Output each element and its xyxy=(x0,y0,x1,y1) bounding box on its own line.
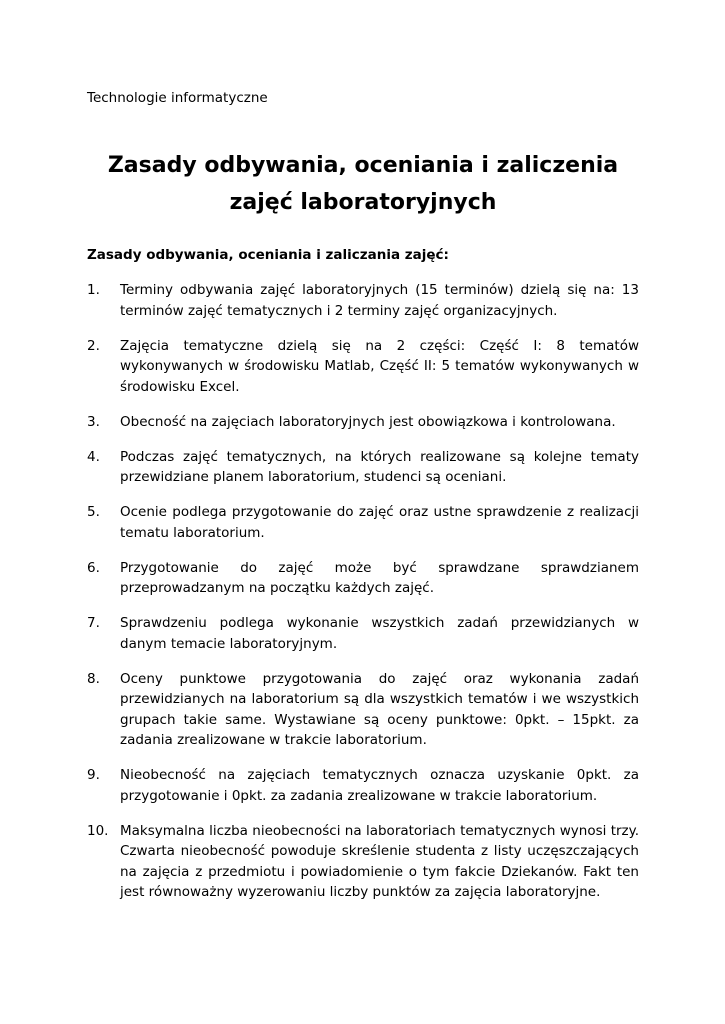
rule-item-3 xyxy=(87,412,639,433)
rule-text: Zajęcia tematyczne dzielą się na 2 części: Część I: 8 tematów wykonywanych w środowisku Matlab, Część II: 5 tematów wykonywanych w środowisku Excel. xyxy=(120,337,639,395)
rule-item-4 xyxy=(87,447,639,488)
rule-number: 2. xyxy=(87,337,100,354)
rule-text: Podczas zajęć tematycznych, na których realizowane są kolejne tematy przewidziane planem laboratorium, studenci są oceniani. xyxy=(120,448,639,485)
rule-text: Oceny punktowe przygotowania do zajęć oraz wykonania zadań przewidzianych na laboratorium są dla wszystkich tematów i we wszystkich grupach takie same. Wystawiane są oceny punktowe: 0pkt. – 15pkt. za zadania zrealizowane w trakcie laboratorium. xyxy=(120,670,639,748)
rule-text: Obecność na zajęciach laboratoryjnych jest obowiązkowa i kontrolowana. xyxy=(120,413,616,430)
rule-text: Maksymalna liczba nieobecności na laboratoriach tematycznych wynosi trzy. Czwarta nieobecność powoduje skreślenie studenta z listy uczęszczających na zajęcia z przedmiotu i powiadomienie o tym fakcie Dziekanów. Fakt ten jest równoważny wyzerowaniu liczby punktów za zajęcia laboratoryjne. xyxy=(120,822,639,900)
course-header: Technologie informatyczne xyxy=(87,90,268,106)
rule-item-8 xyxy=(87,669,639,751)
rule-item-1 xyxy=(87,280,639,321)
rule-item-9 xyxy=(87,765,639,806)
rule-text: Nieobecność na zajęciach tematycznych oznacza uzyskanie 0pkt. za przygotowanie i 0pkt. za zadania zrealizowane w trakcie laboratorium. xyxy=(120,767,639,804)
rule-number: 8. xyxy=(87,670,100,687)
rule-item-10 xyxy=(87,821,639,903)
rule-number: 5. xyxy=(87,504,100,520)
rule-text: Terminy odbywania zajęć laboratoryjnych (15 terminów) dzielą się na: 13 terminów zajęć tematycznych i 2 terminy zajęć organizacyjnych. xyxy=(120,282,639,319)
rule-text: Przygotowanie do zajęć może być sprawdzane sprawdzianem przeprowadzanym na początku każdych zajęć. xyxy=(120,559,639,596)
rule-item-5 xyxy=(87,502,639,543)
rule-number: 9. xyxy=(87,767,100,783)
rule-item-7 xyxy=(87,613,639,654)
document-title: Zasady odbywania, oceniania i zaliczenia zajęć laboratoryjnych xyxy=(107,153,619,215)
section-subtitle: Zasady odbywania, oceniania i zaliczania zajęć: xyxy=(87,247,449,263)
rule-item-2 xyxy=(87,336,639,398)
rule-number: 4. xyxy=(87,448,100,465)
rule-text: Sprawdzeniu podlega wykonanie wszystkich zadań przewidzianych w danym temacie laboratoryjnym. xyxy=(120,615,639,652)
rules-list xyxy=(87,280,639,917)
rule-number: 6. xyxy=(87,559,100,576)
rule-text: Ocenie podlega przygotowanie do zajęć oraz ustne sprawdzenie z realizacji tematu laboratorium. xyxy=(120,504,639,541)
rule-item-6 xyxy=(87,558,639,599)
rule-number: 10. xyxy=(87,822,109,839)
rule-number: 7. xyxy=(87,615,100,631)
rule-number: 3. xyxy=(87,413,100,430)
rule-number: 1. xyxy=(87,282,100,298)
